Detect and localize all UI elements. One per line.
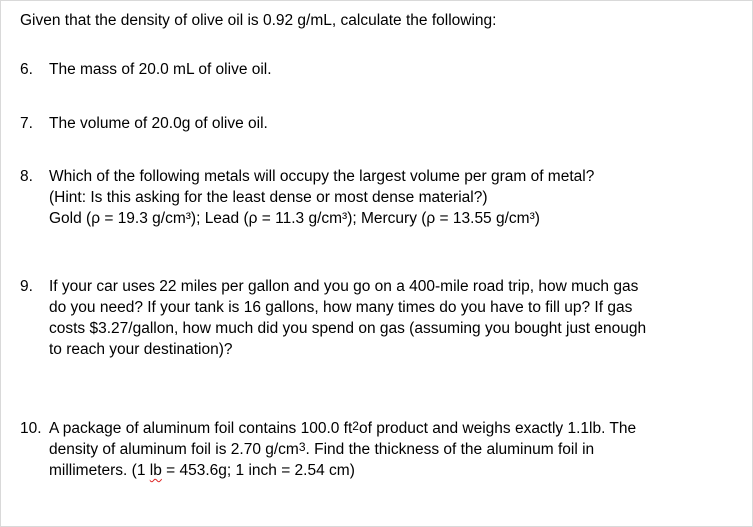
question-text-line: costs $3.27/gallon, how much did you spend on gas (assuming you bought just enough [49, 320, 647, 337]
question-text-line: do you need? If your tank is 16 gallons, how many times do you have to fill up? If gas [49, 299, 633, 316]
question-text: The mass of 20.0 mL of olive oil. [49, 61, 272, 78]
question-number: 7. [20, 115, 33, 132]
question-text-line: millimeters. (1 lb = 453.6g; 1 inch = 2.54 cm) [49, 462, 355, 479]
intro-text: Given that the density of olive oil is 0.92 g/mL, calculate the following: [20, 12, 497, 29]
question-number: 6. [20, 61, 33, 78]
question-text-line: density of aluminum foil is 2.70 $g/cm^3$. Find the thickness of the aluminum foil in [49, 440, 595, 458]
question-number: 8. [20, 168, 33, 185]
spellcheck-underlined-word: lb [149, 462, 162, 479]
question-densities-line: Gold (ρ = 19.3 g/cm³); Lead (ρ = 11.3 g/cm³); Mercury (ρ = 13.55 g/cm³) [49, 210, 540, 227]
question-number: 10. [20, 420, 42, 437]
question-text: The volume of 20.0g of olive oil. [49, 115, 268, 132]
question-hint-line: (Hint: Is this asking for the least dense or most dense material?) [49, 189, 488, 206]
question-text-line: Which of the following metals will occupy the largest volume per gram of metal? [49, 168, 595, 185]
question-text-line: to reach your destination)? [49, 341, 233, 358]
question-number: 9. [20, 278, 33, 295]
question-text-line: If your car uses 22 miles per gallon and you go on a 400-mile road trip, how much gas [49, 278, 639, 295]
question-text-line: A package of aluminum foil contains 100.0 $ft^2of$ product and weighs exactly 1.1lb. The [49, 419, 637, 437]
